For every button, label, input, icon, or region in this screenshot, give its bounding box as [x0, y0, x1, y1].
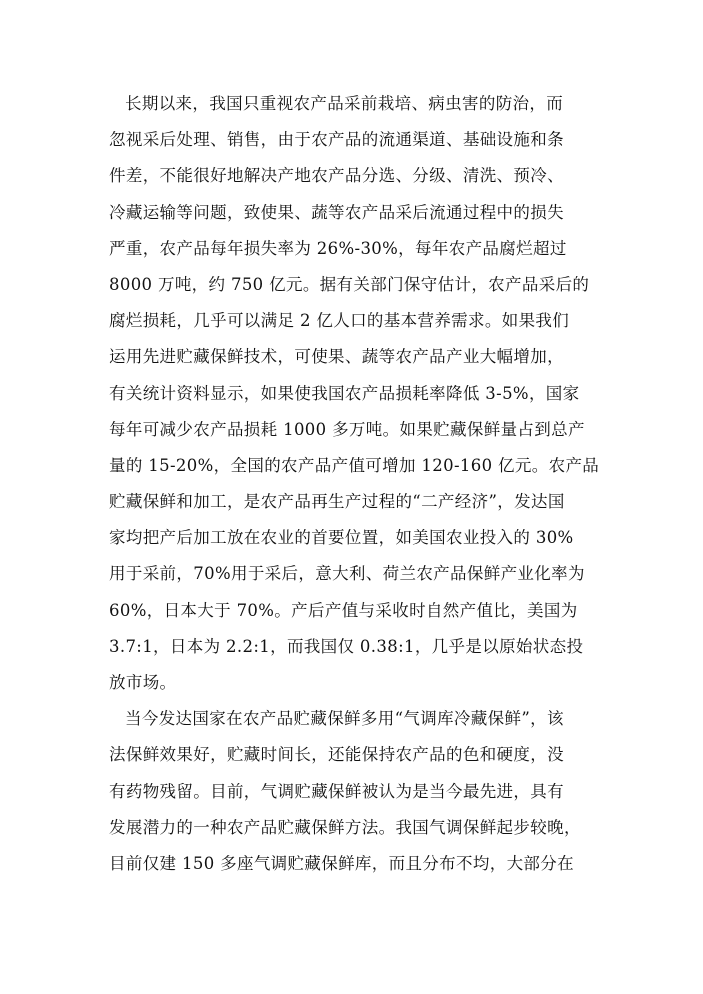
paragraph-line: 有药物残留。目前，气调贮藏保鲜被认为是当今最先进，具有 [109, 781, 564, 801]
paragraph-line: 长期以来，我国只重视农产品采前栽培、病虫害的防治，而 [125, 94, 564, 113]
paragraph-line: 放市场。 [109, 673, 177, 692]
paragraph-line: 忽视采后处理、销售，由于农产品的流通渠道、基础设施和条 [109, 130, 564, 150]
paragraph-line: 每年可减少农产品损耗 1000 多万吨。如果贮藏保鲜量占到总产 [109, 419, 585, 439]
paragraph-line: 60%，日本大于 70%。产后产值与采收时自然产值比，美国为 [109, 600, 578, 620]
document-body [109, 86, 599, 882]
paragraph-line: 贮藏保鲜和加工，是农产品再生产过程的“二产经济”，发达国 [109, 492, 565, 512]
paragraph-line: 运用先进贮藏保鲜技术，可使果、蔬等农产品产业大幅增加， [109, 347, 564, 367]
paragraph-line: 当今发达国家在农产品贮藏保鲜多用“气调库冷藏保鲜”，该 [125, 709, 564, 729]
paragraph-2 [109, 701, 599, 882]
paragraph-line: 用于采前，70%用于采后，意大利、荷兰农产品保鲜产业化率为 [109, 564, 585, 584]
paragraph-line: 家均把产后加工放在农业的首要位置，如美国农业投入的 30% [109, 528, 574, 548]
paragraph-line: 冷藏运输等问题，致使果、蔬等农产品采后流通过程中的损失 [109, 202, 564, 222]
paragraph-line: 严重，农产品每年损失率为 26%-30%，每年农产品腐烂超过 [109, 238, 567, 258]
paragraph-line: 有关统计资料显示，如果使我国农产品损耗率降低 3-5%，国家 [109, 383, 580, 403]
paragraph-line: 3.7:1，日本为 2.2:1，而我国仅 0.38:1，几乎是以原始状态投 [109, 636, 584, 656]
paragraph-line: 8000 万吨，约 750 亿元。据有关部门保守估计，农产品采后的 [109, 274, 590, 294]
paragraph-1 [109, 86, 599, 701]
paragraph-line: 目前仅建 150 多座气调贮藏保鲜库，而且分布不均，大部分在 [109, 853, 574, 873]
paragraph-line: 发展潜力的一种农产品贮藏保鲜方法。我国气调保鲜起步较晚， [109, 817, 581, 837]
paragraph-line: 量的 15-20%，全国的农产品产值可增加 120-160 亿元。农产品 [109, 455, 600, 475]
paragraph-line: 法保鲜效果好，贮藏时间长，还能保持农产品的色和硬度，没 [109, 745, 564, 765]
paragraph-line: 件差，不能很好地解决产地农产品分选、分级、清洗、预冷、 [109, 166, 564, 186]
paragraph-line: 腐烂损耗，几乎可以满足 2 亿人口的基本营养需求。如果我们 [109, 311, 570, 331]
